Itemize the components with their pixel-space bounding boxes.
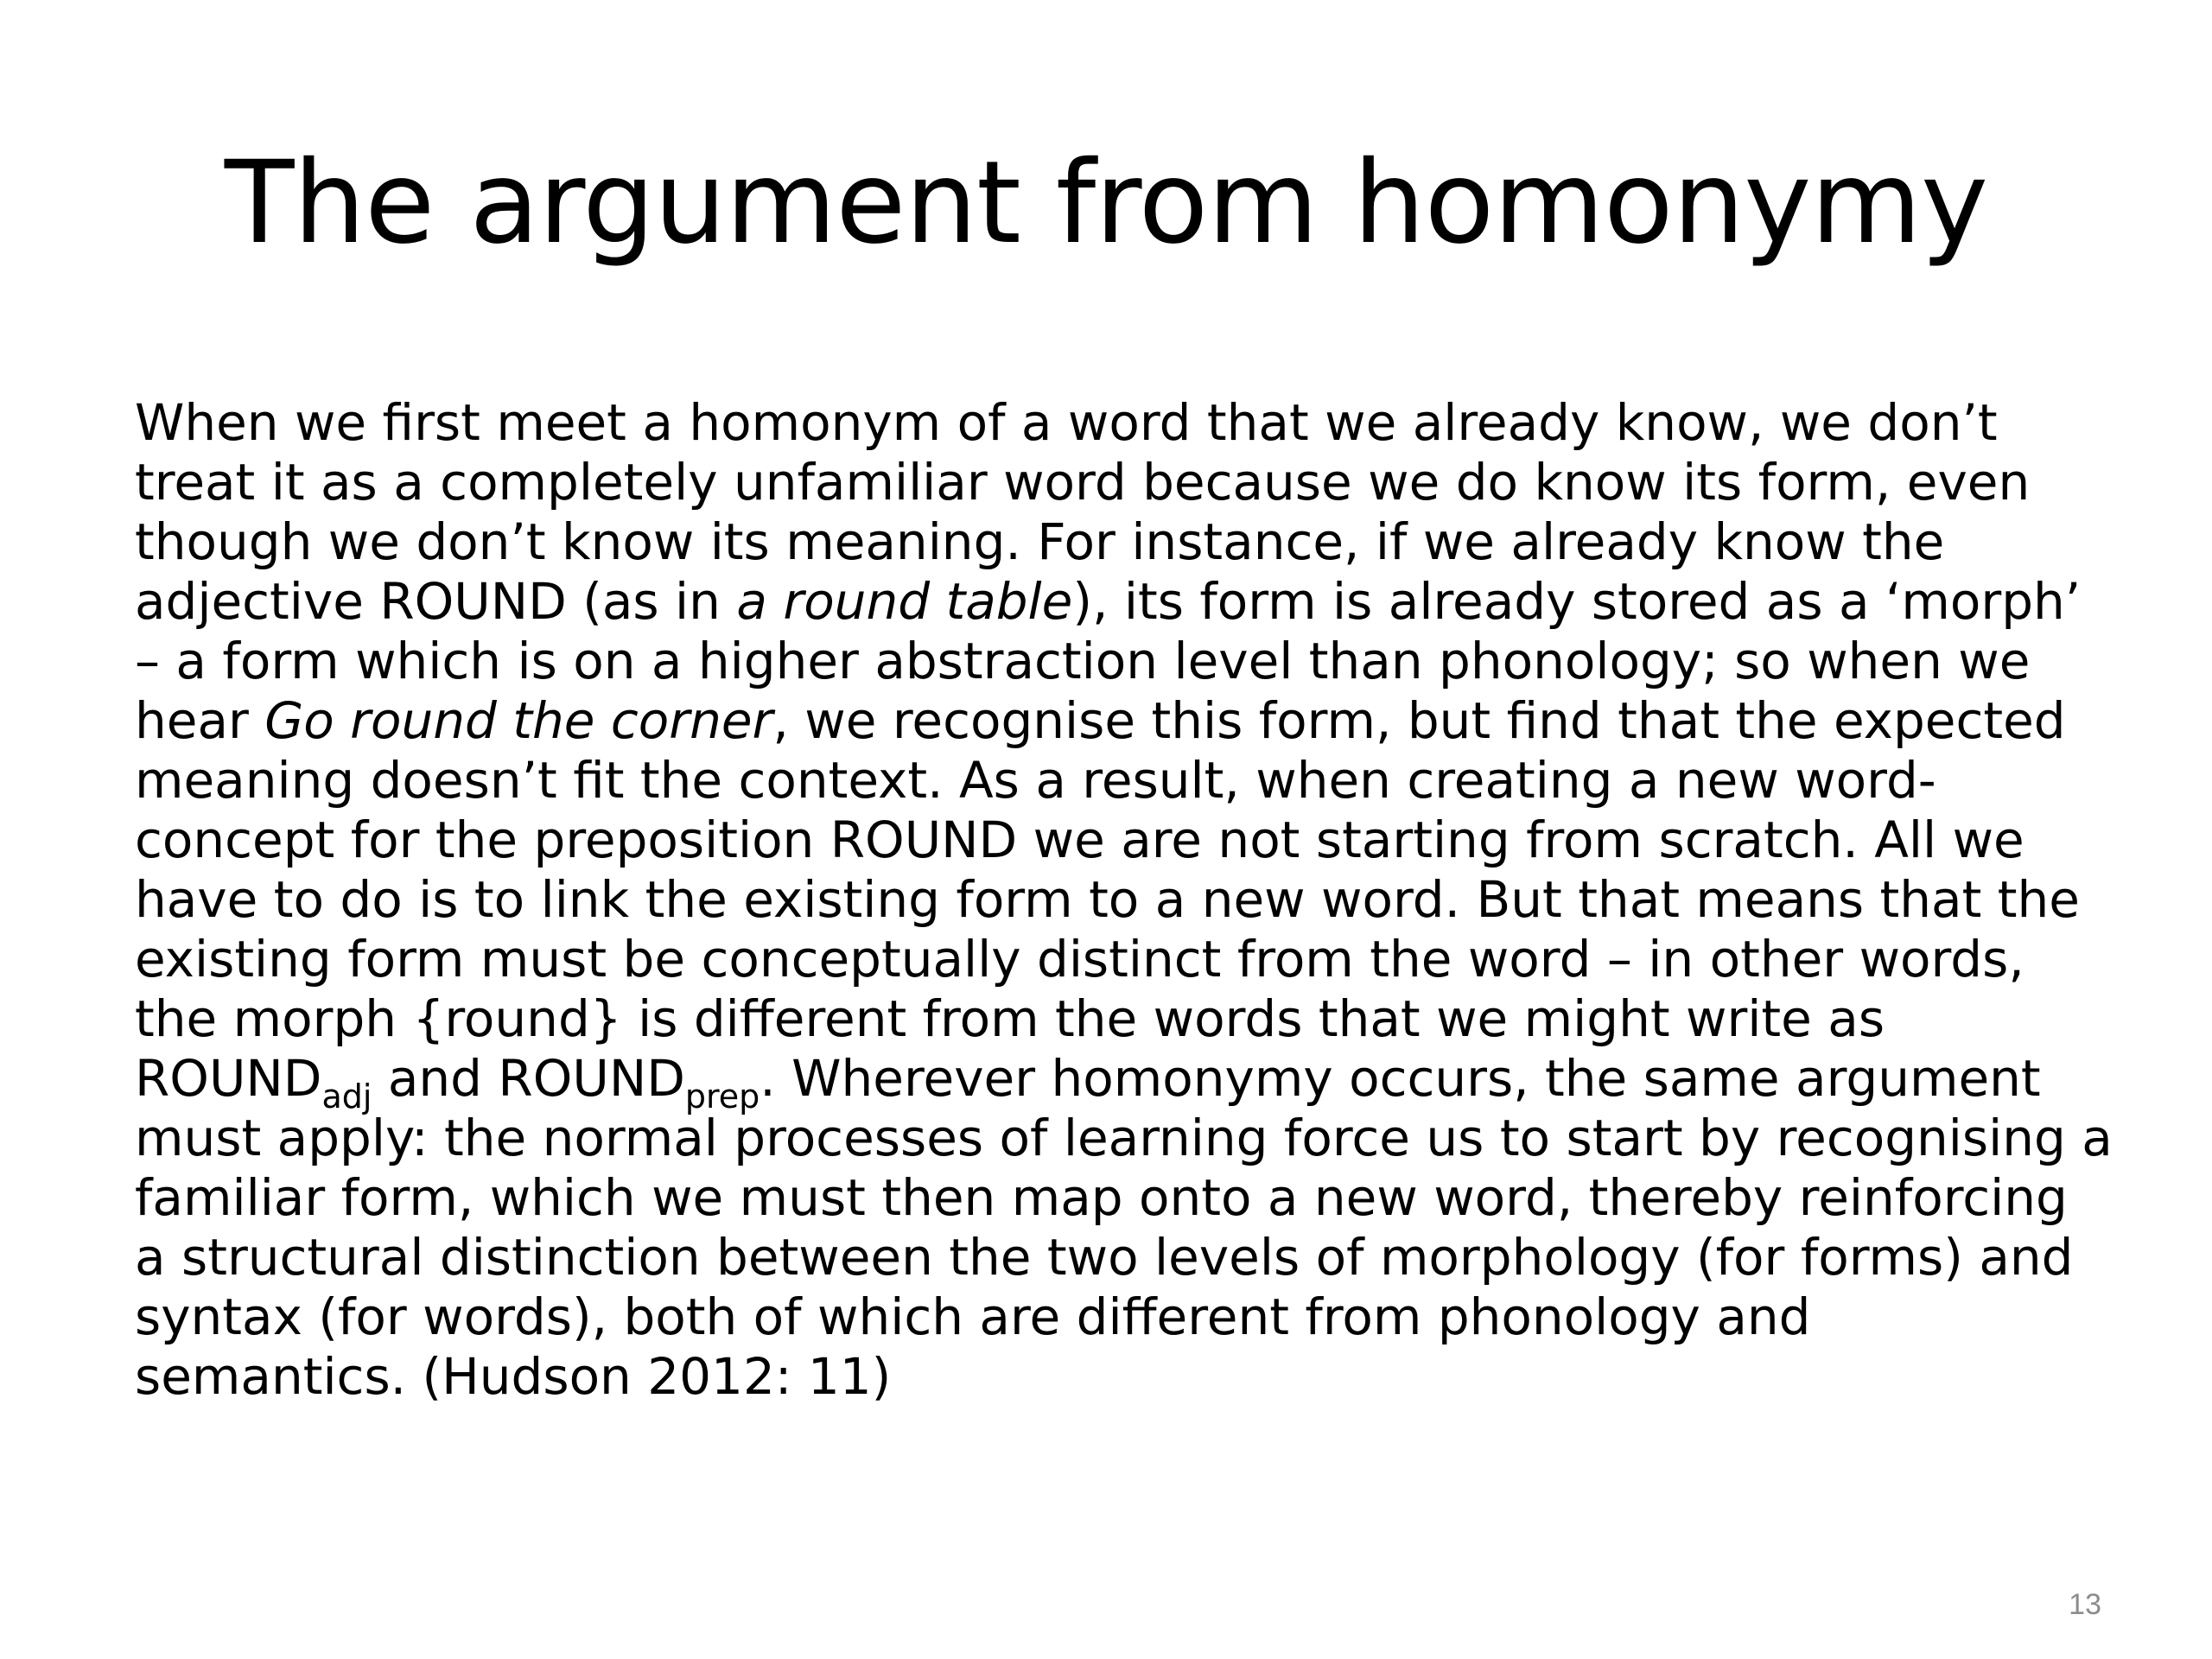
body-line: a structural distinction between the two levels of morphology (for forms) and: [135, 1228, 2074, 1287]
body-line: though we don’t know its meaning. For instance, if we already know the: [135, 512, 1945, 571]
body-text-segment: ROUND: [135, 1049, 322, 1108]
body-line: – a form which is on a higher abstraction level than phonology; so when we: [135, 632, 2031, 690]
subscript-adj: adj: [321, 1077, 372, 1116]
body-line: treat it as a completely unfamiliar word because we do know its form, even: [135, 453, 2031, 512]
body-line: have to do is to link the existing form to a new word. But that means that the: [135, 870, 2080, 929]
body-text-segment: ), its form is already stored as a ‘morph’: [1072, 572, 2082, 631]
body-line: [135, 691, 2131, 751]
body-line: meaning doesn’t fit the context. As a result, when creating a new word-: [135, 751, 1936, 810]
slide-body-quote: [135, 393, 2131, 1407]
body-line: [135, 1049, 2131, 1116]
subscript-prep: prep: [684, 1077, 760, 1116]
body-line: When we first meet a homonym of a word that we already know, we don’t: [135, 393, 1998, 452]
example-phrase-italic: Go round the corner: [264, 691, 773, 750]
slide-page-number: 13: [2069, 1588, 2101, 1621]
body-line: syntax (for words), both of which are different from phonology and: [135, 1287, 1811, 1346]
body-line: must apply: the normal processes of learning force us to start by recognising a: [135, 1109, 2113, 1167]
body-line: familiar form, which we must then map onto a new word, thereby reinforcing: [135, 1168, 2068, 1227]
body-line: [135, 572, 2131, 632]
slide-title: The argument from homonymy: [224, 137, 1988, 270]
body-text-segment: adjective ROUND (as in: [135, 572, 737, 631]
body-text-segment: , we recognise this form, but find that the expected: [772, 691, 2066, 750]
body-line: concept for the preposition ROUND we are not starting from scratch. All we: [135, 810, 2024, 869]
body-line: semantics. (Hudson 2012: 11): [135, 1347, 892, 1406]
body-text-segment: and ROUND: [372, 1049, 685, 1108]
body-text-segment: hear: [135, 691, 265, 750]
example-phrase-italic: a round table: [736, 572, 1073, 631]
body-text-segment: . Wherever homonymy occurs, the same argument: [760, 1049, 2041, 1108]
body-line: existing form must be conceptually distinct from the word – in other words,: [135, 930, 2024, 988]
body-line: the morph {round} is different from the words that we might write as: [135, 989, 1885, 1048]
